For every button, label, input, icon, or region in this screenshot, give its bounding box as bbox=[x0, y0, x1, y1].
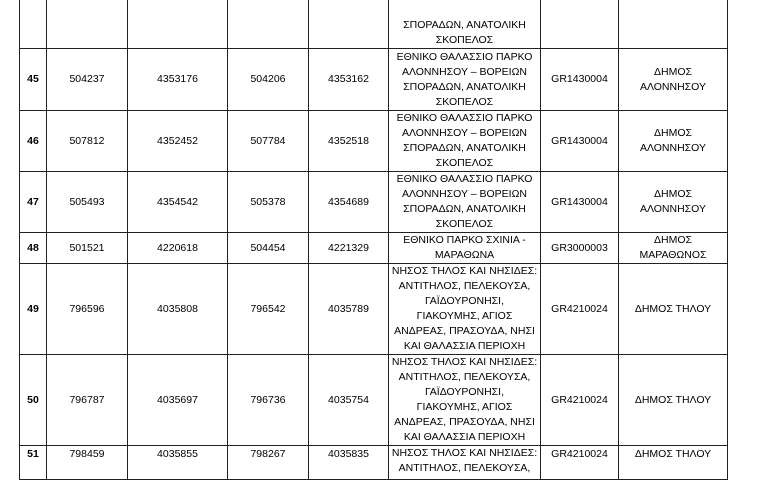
area-name-line: ΣΚΟΠΕΛΟΣ bbox=[435, 218, 494, 230]
municipality-line: ΔΗΜΟΣ bbox=[653, 188, 692, 200]
row-number bbox=[20, 0, 47, 49]
row-number: 50 bbox=[20, 355, 47, 446]
row-number: 46 bbox=[20, 111, 47, 172]
y1-cell: 4352452 bbox=[128, 111, 228, 172]
area-name-line: ΑΛΟΝΝΗΣΟΥ – ΒΟΡΕΙΩΝ bbox=[401, 127, 528, 139]
table-body bbox=[20, 0, 728, 480]
area-name-line: ΓΙΑΚΟΥΜΗΣ, ΑΓΙΟΣ bbox=[416, 310, 513, 322]
table-row bbox=[20, 264, 728, 355]
area-name-line: ΚΑΙ ΘΑΛΑΣΣΙΑ ΠΕΡΙΟΧΗ bbox=[403, 431, 526, 443]
area-name-line: ΑΛΟΝΝΗΣΟΥ – ΒΟΡΕΙΩΝ bbox=[401, 188, 528, 200]
x1-cell bbox=[47, 0, 128, 49]
y1-cell bbox=[128, 0, 228, 49]
area-name-line: ΕΘΝΙΚΟ ΘΑΛΑΣΣΙΟ ΠΑΡΚΟ bbox=[396, 50, 533, 63]
site-code-cell: GR4210024 bbox=[541, 355, 619, 446]
area-name-cell bbox=[389, 233, 541, 264]
area-name-cell bbox=[389, 0, 541, 49]
municipality-line: ΑΛΟΝΝΗΣΟΥ bbox=[639, 80, 707, 93]
y1-cell: 4035855 bbox=[128, 446, 228, 480]
x1-cell: 796596 bbox=[47, 264, 128, 355]
table-row bbox=[20, 233, 728, 264]
area-name-line: ΚΑΙ ΘΑΛΑΣΣΙΑ ΠΕΡΙΟΧΗ bbox=[403, 340, 526, 352]
table-row bbox=[20, 355, 728, 446]
area-name-line: ΣΠΟΡΑΔΩΝ, ΑΝΑΤΟΛΙΚΗ bbox=[403, 142, 526, 154]
area-name-line: ΑΛΟΝΝΗΣΟΥ – ΒΟΡΕΙΩΝ bbox=[401, 65, 528, 78]
y2-cell: 4352518 bbox=[309, 111, 389, 172]
area-name-line: ΣΠΟΡΑΔΩΝ, ΑΝΑΤΟΛΙΚΗ bbox=[403, 203, 526, 215]
x2-cell bbox=[228, 0, 309, 49]
site-code-cell: GR1430004 bbox=[541, 111, 619, 172]
area-name-line: ΑΝΔΡΕΑΣ, ΠΡΑΣΟΥΔΑ, ΝΗΣΙ bbox=[394, 416, 535, 428]
area-name-line: ΑΝΤΙΤΗΛΟΣ, ΠΕΛΕΚΟΥΣΑ, bbox=[398, 280, 531, 292]
y1-cell: 4035697 bbox=[128, 355, 228, 446]
area-name-line: ΣΚΟΠΕΛΟΣ bbox=[435, 157, 494, 169]
area-name-line: ΑΝΤΙΤΗΛΟΣ, ΠΕΛΕΚΟΥΣΑ, bbox=[398, 371, 531, 383]
x2-cell: 504454 bbox=[228, 233, 309, 264]
site-code-cell: GR3000003 bbox=[541, 233, 619, 264]
y1-cell: 4354542 bbox=[128, 172, 228, 233]
area-name-line: ΣΚΟΠΕΛΟΣ bbox=[435, 34, 494, 46]
municipality-line: ΜΑΡΑΘΩΝΟΣ bbox=[639, 249, 707, 261]
area-name-line: ΓΙΑΚΟΥΜΗΣ, ΑΓΙΟΣ bbox=[416, 401, 513, 413]
table-row bbox=[20, 0, 728, 49]
y1-cell: 4353176 bbox=[128, 49, 228, 111]
area-name-line: ΣΠΟΡΑΔΩΝ, ΑΝΑΤΟΛΙΚΗ bbox=[403, 19, 526, 31]
site-code-cell bbox=[541, 0, 619, 49]
x2-cell: 796736 bbox=[228, 355, 309, 446]
row-number: 48 bbox=[20, 233, 47, 264]
y1-cell: 4220618 bbox=[128, 233, 228, 264]
x2-cell: 504206 bbox=[228, 49, 309, 111]
municipality-cell bbox=[619, 0, 728, 49]
municipality-line: ΔΗΜΟΣ bbox=[653, 234, 692, 246]
area-name-line: ΕΘΝΙΚΟ ΘΑΛΑΣΣΙΟ ΠΑΡΚΟ bbox=[396, 173, 533, 185]
area-name-line: ΝΗΣΟΣ ΤΗΛΟΣ ΚΑΙ ΝΗΣΙΔΕΣ: bbox=[391, 356, 538, 368]
area-name-line: ΜΑΡΑΘΩΝΑ bbox=[434, 249, 495, 261]
area-name-line: ΑΝΔΡΕΑΣ, ΠΡΑΣΟΥΔΑ, ΝΗΣΙ bbox=[394, 325, 535, 337]
area-name-line: ΣΚΟΠΕΛΟΣ bbox=[435, 95, 494, 108]
x2-cell: 796542 bbox=[228, 264, 309, 355]
area-name-line: ΝΗΣΟΣ ΤΗΛΟΣ ΚΑΙ ΝΗΣΙΔΕΣ: bbox=[391, 265, 538, 277]
table-row bbox=[20, 111, 728, 172]
municipality-line: ΔΗΜΟΣ bbox=[653, 65, 692, 78]
x2-cell: 798267 bbox=[228, 446, 309, 480]
table-row bbox=[20, 446, 728, 480]
municipality-line: ΔΗΜΟΣ ΤΗΛΟΥ bbox=[634, 302, 712, 315]
site-code-cell: GR4210024 bbox=[541, 446, 619, 480]
x1-cell: 505493 bbox=[47, 172, 128, 233]
row-number: 45 bbox=[20, 49, 47, 111]
x1-cell: 796787 bbox=[47, 355, 128, 446]
row-number: 49 bbox=[20, 264, 47, 355]
area-name-line: ΕΘΝΙΚΟ ΠΑΡΚΟ ΣΧΙΝΙΑ - bbox=[403, 234, 526, 246]
x1-cell: 504237 bbox=[47, 49, 128, 111]
municipality-cell bbox=[619, 111, 728, 172]
area-name-cell bbox=[389, 446, 541, 480]
municipality-line: ΔΗΜΟΣ ΤΗΛΟΥ bbox=[634, 393, 712, 406]
area-name-line: ΑΝΤΙΤΗΛΟΣ, ΠΕΛΕΚΟΥΣΑ, bbox=[398, 462, 531, 474]
area-name-line: ΓΑΪΔΟΥΡΟΝΗΣΙ, bbox=[424, 386, 505, 398]
area-name-line: ΝΗΣΟΣ ΤΗΛΟΣ ΚΑΙ ΝΗΣΙΔΕΣ: bbox=[391, 447, 538, 459]
area-name-cell bbox=[389, 355, 541, 446]
site-code-cell: GR4210024 bbox=[541, 264, 619, 355]
y2-cell: 4035835 bbox=[309, 446, 389, 480]
area-name-line: ΕΘΝΙΚΟ ΘΑΛΑΣΣΙΟ ΠΑΡΚΟ bbox=[396, 112, 533, 124]
municipality-line: ΑΛΟΝΝΗΣΟΥ bbox=[639, 203, 707, 215]
municipality-cell bbox=[619, 233, 728, 264]
x2-cell: 507784 bbox=[228, 111, 309, 172]
row-number: 47 bbox=[20, 172, 47, 233]
municipality-cell bbox=[619, 355, 728, 446]
table-row bbox=[20, 49, 728, 111]
municipality-cell bbox=[619, 446, 728, 480]
area-name-cell bbox=[389, 264, 541, 355]
table-row bbox=[20, 172, 728, 233]
y2-cell: 4035754 bbox=[309, 355, 389, 446]
area-name-cell bbox=[389, 49, 541, 111]
x2-cell: 505378 bbox=[228, 172, 309, 233]
y2-cell: 4221329 bbox=[309, 233, 389, 264]
x1-cell: 507812 bbox=[47, 111, 128, 172]
site-code-cell: GR1430004 bbox=[541, 49, 619, 111]
municipality-cell bbox=[619, 49, 728, 111]
x1-cell: 501521 bbox=[47, 233, 128, 264]
site-code-cell: GR1430004 bbox=[541, 172, 619, 233]
y2-cell: 4353162 bbox=[309, 49, 389, 111]
municipality-line: ΑΛΟΝΝΗΣΟΥ bbox=[639, 142, 707, 154]
municipality-line: ΔΗΜΟΣ bbox=[653, 127, 692, 139]
coordinates-table bbox=[19, 0, 728, 480]
y1-cell: 4035808 bbox=[128, 264, 228, 355]
area-name-line: ΣΠΟΡΑΔΩΝ, ΑΝΑΤΟΛΙΚΗ bbox=[403, 80, 526, 93]
y2-cell: 4035789 bbox=[309, 264, 389, 355]
x1-cell: 798459 bbox=[47, 446, 128, 480]
area-name-line: ΓΑΪΔΟΥΡΟΝΗΣΙ, bbox=[424, 295, 505, 307]
row-number: 51 bbox=[20, 446, 47, 480]
municipality-cell bbox=[619, 264, 728, 355]
municipality-line: ΔΗΜΟΣ ΤΗΛΟΥ bbox=[634, 448, 712, 460]
area-name-cell bbox=[389, 111, 541, 172]
area-name-cell bbox=[389, 172, 541, 233]
y2-cell bbox=[309, 0, 389, 49]
municipality-cell bbox=[619, 172, 728, 233]
y2-cell: 4354689 bbox=[309, 172, 389, 233]
